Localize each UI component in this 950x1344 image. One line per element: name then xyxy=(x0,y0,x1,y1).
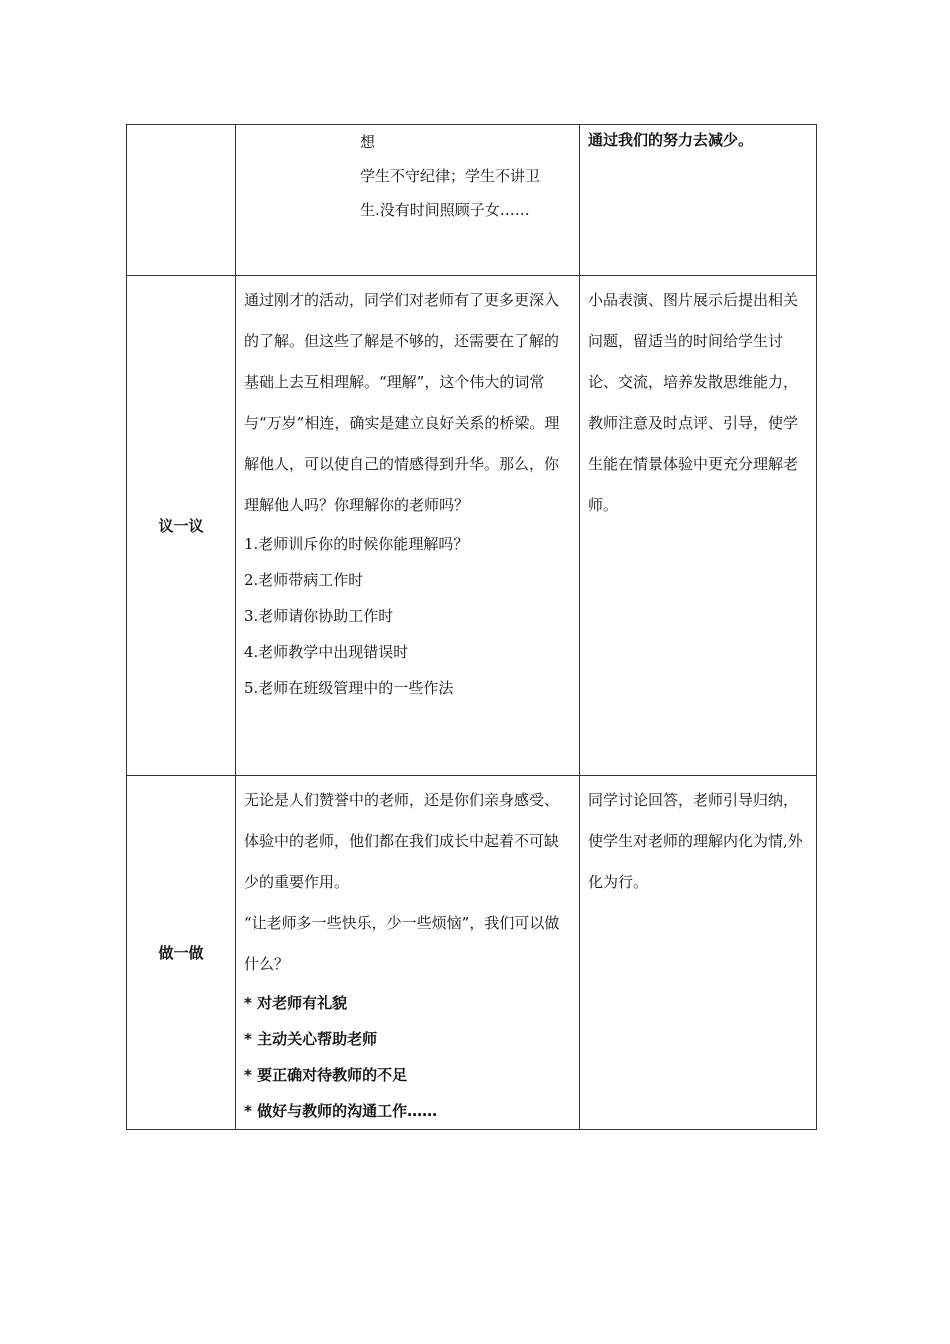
content-line: 生.没有时间照顾子女…… xyxy=(360,201,530,219)
content-line: 学生不守纪律；学生不讲卫 xyxy=(360,167,541,185)
list-item: * 做好与教师的沟通工作…… xyxy=(244,1102,438,1120)
table-row xyxy=(127,276,817,776)
note-cell xyxy=(580,776,817,1130)
list-item: 5.老师在班级管理中的一些作法 xyxy=(244,679,454,697)
list-item: 3.老师请你协助工作时 xyxy=(244,607,394,625)
table-row xyxy=(127,125,817,276)
paragraph: 通过刚才的活动，同学们对老师有了更多更深入的了解。但这些了解是不够的，还需要在了解的基础上去互相理解。“理解”，这个伟大的词常与“万岁”相连，确实是建立良好关系的桥梁。理解他人，可以使自己的情感得到升华。那么，你理解他人吗？你理解你的老师吗？ xyxy=(244,291,560,514)
content-cell xyxy=(236,125,580,276)
paragraph: 无论是人们赞誉中的老师，还是你们亲身感受、体验中的老师，他们都在我们成长中起着不可缺少的重要作用。 xyxy=(244,791,560,891)
row-label: 议一议 xyxy=(127,276,236,776)
list-item: * 对老师有礼貌 xyxy=(244,994,348,1012)
note-text: 同学讨论回答，老师引导归纳，使学生对老师的理解内化为情,外化为行。 xyxy=(588,791,803,891)
list-item: * 要正确对待教师的不足 xyxy=(244,1066,408,1084)
row-label: 做一做 xyxy=(127,776,236,1130)
table-row xyxy=(127,776,817,1130)
lesson-plan-table xyxy=(126,124,817,1130)
note-text: 小品表演、图片展示后提出相关问题，留适当的时间给学生讨论、交流，培养发散思维能力，教师注意及时点评、引导，使学生能在情景体验中更充分理解老师。 xyxy=(588,291,799,514)
list-item: 1.老师训斥你的时候你能理解吗？ xyxy=(244,535,469,553)
paragraph: “让老师多一些快乐，少一些烦恼”，我们可以做什么？ xyxy=(244,914,560,973)
list-item: 4.老师教学中出现错误时 xyxy=(244,643,409,661)
note-cell xyxy=(580,276,817,776)
list-item: * 主动关心帮助老师 xyxy=(244,1030,378,1048)
content-line: 想 xyxy=(360,133,376,151)
content-cell xyxy=(236,276,580,776)
row-label xyxy=(127,125,236,276)
note-text: 通过我们的努力去减少。 xyxy=(588,131,754,149)
content-cell xyxy=(236,776,580,1130)
list-item: 2.老师带病工作时 xyxy=(244,571,364,589)
note-cell xyxy=(580,125,817,276)
